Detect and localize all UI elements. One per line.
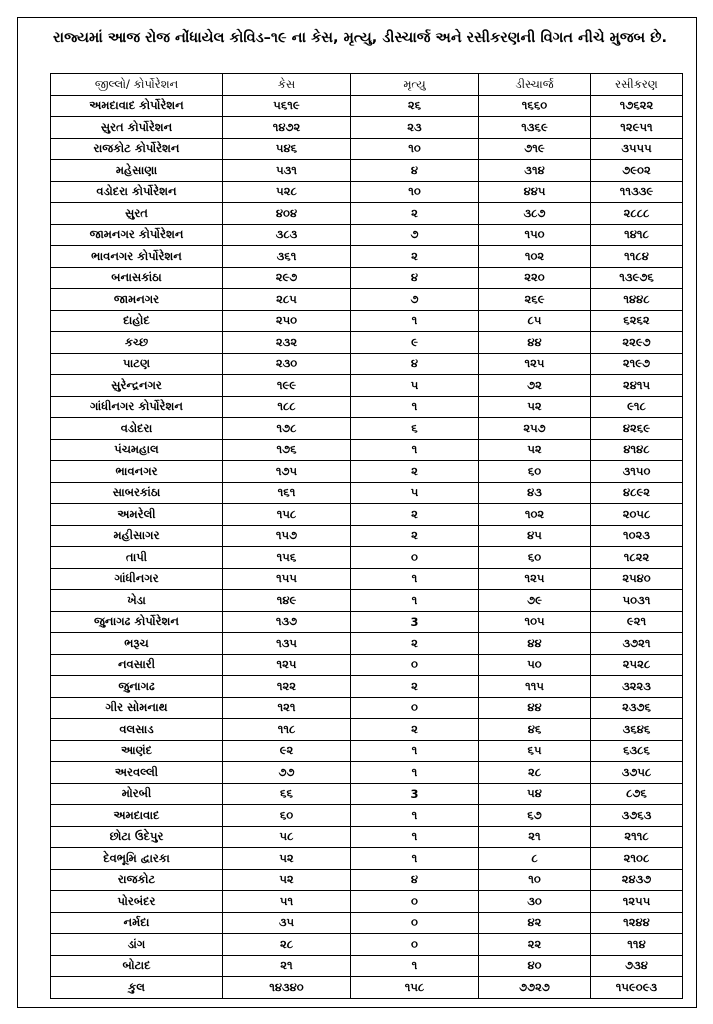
cell-cases: ૧૭૬ xyxy=(223,439,351,461)
cell-discharge: ૫૦ xyxy=(479,654,591,676)
cell-cases: ૨૫૦ xyxy=(223,310,351,332)
table-row xyxy=(51,547,683,569)
cell-deaths: ૧૫૮ xyxy=(351,977,479,999)
cell-discharge: ૬૦ xyxy=(479,547,591,569)
cell-cases: ૩૫ xyxy=(223,912,351,934)
cell-district: જુનાગઢ કોર્પોરેશન xyxy=(51,611,223,633)
cell-district: વડોદરા xyxy=(51,418,223,440)
cell-deaths: ૦ xyxy=(351,654,479,676)
cell-discharge: ૬૦ xyxy=(479,461,591,483)
cell-vaccination: ૪૧૪૮ xyxy=(591,439,683,461)
table-row xyxy=(51,95,683,117)
page-title: રાજ્યમાં આજ રોજ નોંધાયેલ કોવિડ–૧૯ ના કેસ, મૃત્યુ, ડીસ્ચાર્જ અને રસીકરણની વિગત નીચે મુજબ છે. xyxy=(53,30,667,46)
cell-deaths: ૦ xyxy=(351,697,479,719)
table-row xyxy=(51,525,683,547)
cell-discharge: ૭૯ xyxy=(479,590,591,612)
cell-discharge: ૪૩ xyxy=(479,482,591,504)
cell-discharge: ૭૨ xyxy=(479,375,591,397)
cell-district: રાજકોટ કોર્પોરેશન xyxy=(51,138,223,160)
cell-vaccination: ૧૨૫૫ xyxy=(591,891,683,913)
cell-discharge: ૪૫ xyxy=(479,525,591,547)
cell-vaccination: ૫૦૩૧ xyxy=(591,590,683,612)
table-row xyxy=(51,160,683,182)
cell-cases: ૧૭૮ xyxy=(223,418,351,440)
cell-vaccination: ૨૧૯૭ xyxy=(591,353,683,375)
cell-discharge: ૮ xyxy=(479,848,591,870)
cell-vaccination: ૮૭૬ xyxy=(591,783,683,805)
cell-deaths: ૨ xyxy=(351,203,479,225)
table-row xyxy=(51,568,683,590)
cell-discharge: ૫૨ xyxy=(479,396,591,418)
cell-deaths: ૪ xyxy=(351,869,479,891)
cell-cases: ૩૬૧ xyxy=(223,246,351,268)
cell-cases: ૧૩૫ xyxy=(223,633,351,655)
cell-deaths: ૨૩ xyxy=(351,117,479,139)
table-row xyxy=(51,783,683,805)
cell-vaccination: ૨૫૨૮ xyxy=(591,654,683,676)
cell-deaths: ૯ xyxy=(351,332,479,354)
table-row xyxy=(51,138,683,160)
cell-discharge: ૪૦ xyxy=(479,955,591,977)
cell-cases: ૧૫૫ xyxy=(223,568,351,590)
cell-cases: ૧૪૯ xyxy=(223,590,351,612)
cell-district: નર્મદા xyxy=(51,912,223,934)
cell-vaccination: ૧૧૪ xyxy=(591,934,683,956)
cell-discharge: ૧૧૫ xyxy=(479,676,591,698)
cell-district: અમદાવાદ કોર્પોરેશન xyxy=(51,95,223,117)
cell-deaths: ૧ xyxy=(351,396,479,418)
cell-vaccination: ૧૪૧૮ xyxy=(591,224,683,246)
cell-district: જામનગર xyxy=(51,289,223,311)
table-row xyxy=(51,117,683,139)
cell-vaccination: ૨૧૦૮ xyxy=(591,848,683,870)
cell-deaths: ૧ xyxy=(351,439,479,461)
cell-discharge: ૧૩૬૯ xyxy=(479,117,591,139)
cell-district: અમરેલી xyxy=(51,504,223,526)
cell-district: ડાંગ xyxy=(51,934,223,956)
table-row xyxy=(51,611,683,633)
cell-discharge: ૮૫ xyxy=(479,310,591,332)
cell-district: રાજકોટ xyxy=(51,869,223,891)
cell-discharge: ૧૨૫ xyxy=(479,353,591,375)
cell-district: સુરત કોર્પોરેશન xyxy=(51,117,223,139)
table-row xyxy=(51,590,683,612)
cell-cases: ૧૭૫ xyxy=(223,461,351,483)
cell-vaccination: ૨૧૧૮ xyxy=(591,826,683,848)
cell-district: તાપી xyxy=(51,547,223,569)
cell-deaths: 3 xyxy=(351,783,479,805)
cell-cases: ૫૪૬ xyxy=(223,138,351,160)
table-row xyxy=(51,504,683,526)
table-row xyxy=(51,396,683,418)
table-row xyxy=(51,869,683,891)
cell-deaths: ૪ xyxy=(351,160,479,182)
cell-cases: ૨૮૫ xyxy=(223,289,351,311)
cell-cases: ૬૦ xyxy=(223,805,351,827)
cell-cases: ૧૯૯ xyxy=(223,375,351,397)
cell-vaccination: ૬૩૮૬ xyxy=(591,740,683,762)
table-row xyxy=(51,912,683,934)
cell-vaccination: ૭૯૦૨ xyxy=(591,160,683,182)
cell-district: મહેસાણા xyxy=(51,160,223,182)
cell-discharge: ૨૫૭ xyxy=(479,418,591,440)
cell-discharge: ૫૪ xyxy=(479,783,591,805)
cell-deaths: ૭ xyxy=(351,289,479,311)
cell-district: ખેડા xyxy=(51,590,223,612)
cell-cases: ૧૫૭ xyxy=(223,525,351,547)
cell-deaths: ૨ xyxy=(351,676,479,698)
cell-discharge: ૬૭ xyxy=(479,805,591,827)
table-row xyxy=(51,181,683,203)
table-header-row xyxy=(51,74,683,96)
table-row xyxy=(51,224,683,246)
cell-vaccination: ૨૨૯૭ xyxy=(591,332,683,354)
cell-cases: ૨૯૭ xyxy=(223,267,351,289)
header-cases: કેસ xyxy=(223,74,351,96)
cell-deaths: 3 xyxy=(351,611,479,633)
cell-discharge: ૭૭૨૭ xyxy=(479,977,591,999)
cell-cases: ૧૮૮ xyxy=(223,396,351,418)
cell-vaccination: ૧૧૮૪ xyxy=(591,246,683,268)
cell-vaccination: ૩૧૫૦ xyxy=(591,461,683,483)
cell-discharge: ૧૫૦ xyxy=(479,224,591,246)
cell-vaccination: ૨૦૫૮ xyxy=(591,504,683,526)
cell-district: પોરબંદર xyxy=(51,891,223,913)
cell-cases: ૭૭ xyxy=(223,762,351,784)
cell-district: મહીસાગર xyxy=(51,525,223,547)
table-row xyxy=(51,439,683,461)
cell-cases: ૩૮૩ xyxy=(223,224,351,246)
cell-vaccination: ૨૮૮૮ xyxy=(591,203,683,225)
cell-discharge: ૧૦૫ xyxy=(479,611,591,633)
cell-deaths: ૧ xyxy=(351,848,479,870)
table-row xyxy=(51,332,683,354)
cell-vaccination: ૧૮૨૨ xyxy=(591,547,683,569)
cell-district: ભાવનગર xyxy=(51,461,223,483)
header-district: જીલ્લો/ કોર્પોરેશન xyxy=(51,74,223,96)
cell-deaths: ૪ xyxy=(351,267,479,289)
cell-cases: ૫૨ xyxy=(223,869,351,891)
table-row xyxy=(51,418,683,440)
cell-cases: ૧૩૭ xyxy=(223,611,351,633)
cell-cases: ૬૬ xyxy=(223,783,351,805)
cell-deaths: ૨ xyxy=(351,504,479,526)
cell-district: જુનાગઢ xyxy=(51,676,223,698)
cell-deaths: ૨ xyxy=(351,633,479,655)
cell-vaccination: ૯૧૮ xyxy=(591,396,683,418)
cell-cases: ૨૧ xyxy=(223,955,351,977)
cell-deaths: ૧૦ xyxy=(351,138,479,160)
cell-discharge: ૩૮૭ xyxy=(479,203,591,225)
cell-deaths: ૦ xyxy=(351,912,479,934)
cell-deaths: ૪ xyxy=(351,353,479,375)
cell-cases: ૧૪૭૨ xyxy=(223,117,351,139)
cell-vaccination: ૪૨૬૯ xyxy=(591,418,683,440)
cell-deaths: ૧ xyxy=(351,568,479,590)
table-body xyxy=(51,95,683,998)
cell-cases: ૨૩૦ xyxy=(223,353,351,375)
cell-discharge: ૭૧૯ xyxy=(479,138,591,160)
cell-district: અમદાવાદ xyxy=(51,805,223,827)
cell-discharge: ૨૨ xyxy=(479,934,591,956)
cell-cases: ૧૫૬ xyxy=(223,547,351,569)
cell-cases: ૫૧ xyxy=(223,891,351,913)
table-row xyxy=(51,676,683,698)
cell-district: પંચમહાલ xyxy=(51,439,223,461)
total-row xyxy=(51,977,683,999)
cell-vaccination: ૯૨૧ xyxy=(591,611,683,633)
cell-district: મોરબી xyxy=(51,783,223,805)
cell-discharge: ૪૪ xyxy=(479,697,591,719)
cell-district: દાહોદ xyxy=(51,310,223,332)
cell-deaths: ૧ xyxy=(351,762,479,784)
table-row xyxy=(51,826,683,848)
cell-district: વલસાડ xyxy=(51,719,223,741)
table-row xyxy=(51,848,683,870)
cell-district: આણંદ xyxy=(51,740,223,762)
cell-cases: ૫૨ xyxy=(223,848,351,870)
cell-discharge: ૨૧ xyxy=(479,826,591,848)
table-row xyxy=(51,461,683,483)
cell-deaths: ૨ xyxy=(351,719,479,741)
cell-discharge: ૧૦૨ xyxy=(479,246,591,268)
cell-vaccination: ૨૫૪૦ xyxy=(591,568,683,590)
cell-discharge: ૧૨૫ xyxy=(479,568,591,590)
cell-cases: ૧૨૨ xyxy=(223,676,351,698)
cell-deaths: ૧ xyxy=(351,826,479,848)
cell-discharge: ૫૨ xyxy=(479,439,591,461)
cell-vaccination: ૧૦૨૩ xyxy=(591,525,683,547)
cell-deaths: ૫ xyxy=(351,482,479,504)
covid-data-table xyxy=(50,73,683,999)
table-row xyxy=(51,633,683,655)
cell-cases: ૨૩૨ xyxy=(223,332,351,354)
table-row xyxy=(51,353,683,375)
cell-cases: ૨૮ xyxy=(223,934,351,956)
cell-vaccination: ૩૨૨૩ xyxy=(591,676,683,698)
cell-district: કચ્છ xyxy=(51,332,223,354)
table-row xyxy=(51,955,683,977)
cell-discharge: ૪૪ xyxy=(479,332,591,354)
cell-vaccination: ૧૪૪૮ xyxy=(591,289,683,311)
cell-district: અરવલ્લી xyxy=(51,762,223,784)
cell-vaccination: ૩૭૫૮ xyxy=(591,762,683,784)
cell-deaths: ૬ xyxy=(351,418,479,440)
cell-cases: ૪૦૪ xyxy=(223,203,351,225)
cell-vaccination: ૩૭૬૩ xyxy=(591,805,683,827)
cell-discharge: ૪૬ xyxy=(479,719,591,741)
table-row xyxy=(51,934,683,956)
cell-cases: ૫૩૧ xyxy=(223,160,351,182)
cell-vaccination: ૧૫૯૦૯૩ xyxy=(591,977,683,999)
cell-deaths: ૨૬ xyxy=(351,95,479,117)
cell-cases: ૧૨૫ xyxy=(223,654,351,676)
header-vaccination: રસીકરણ xyxy=(591,74,683,96)
cell-vaccination: ૩૬૪૬ xyxy=(591,719,683,741)
cell-district: પાટણ xyxy=(51,353,223,375)
table-row xyxy=(51,697,683,719)
header-discharge: ડીસ્ચાર્જ xyxy=(479,74,591,96)
cell-deaths: ૧ xyxy=(351,805,479,827)
cell-vaccination: ૧૩૯૭૬ xyxy=(591,267,683,289)
cell-discharge: ૩૦ xyxy=(479,891,591,913)
cell-vaccination: ૧૨૪૪ xyxy=(591,912,683,934)
cell-district: સુરેન્દ્રનગર xyxy=(51,375,223,397)
table-row xyxy=(51,891,683,913)
table-row xyxy=(51,762,683,784)
cell-cases: ૫૬૧૯ xyxy=(223,95,351,117)
table-row xyxy=(51,246,683,268)
table-row xyxy=(51,805,683,827)
cell-district: છોટા ઉદેપુર xyxy=(51,826,223,848)
cell-district: વડોદરા કોર્પોરેશન xyxy=(51,181,223,203)
table-row xyxy=(51,482,683,504)
table-row xyxy=(51,267,683,289)
table-row xyxy=(51,719,683,741)
cell-district: કુલ xyxy=(51,977,223,999)
cell-vaccination: ૨૪૧૫ xyxy=(591,375,683,397)
table-row xyxy=(51,375,683,397)
table-row xyxy=(51,289,683,311)
cell-vaccination: ૩૭૨૧ xyxy=(591,633,683,655)
cell-cases: ૧૪૩૪૦ xyxy=(223,977,351,999)
cell-deaths: ૦ xyxy=(351,934,479,956)
cell-vaccination: ૨૪૩૭ xyxy=(591,869,683,891)
cell-district: ભાવનગર કોર્પોરેશન xyxy=(51,246,223,268)
cell-district: નવસારી xyxy=(51,654,223,676)
cell-deaths: ૨ xyxy=(351,525,479,547)
cell-deaths: ૧ xyxy=(351,310,479,332)
cell-cases: ૧૧૮ xyxy=(223,719,351,741)
cell-discharge: ૪૪૫ xyxy=(479,181,591,203)
cell-discharge: ૪૪ xyxy=(479,633,591,655)
cell-deaths: ૧ xyxy=(351,590,479,612)
cell-district: જામનગર કોર્પોરેશન xyxy=(51,224,223,246)
cell-cases: ૫૮ xyxy=(223,826,351,848)
cell-district: સાબરકાંઠા xyxy=(51,482,223,504)
cell-deaths: ૦ xyxy=(351,547,479,569)
table-row xyxy=(51,740,683,762)
cell-deaths: ૧ xyxy=(351,955,479,977)
cell-discharge: ૧૦ xyxy=(479,869,591,891)
cell-cases: ૧૫૮ xyxy=(223,504,351,526)
cell-district: સુરત xyxy=(51,203,223,225)
cell-cases: ૯૨ xyxy=(223,740,351,762)
cell-discharge: ૧૦૨ xyxy=(479,504,591,526)
cell-deaths: ૫ xyxy=(351,375,479,397)
cell-discharge: ૨૮ xyxy=(479,762,591,784)
cell-district: બોટાદ xyxy=(51,955,223,977)
cell-district: ગીર સોમનાથ xyxy=(51,697,223,719)
cell-deaths: ૨ xyxy=(351,461,479,483)
table-row xyxy=(51,203,683,225)
cell-deaths: ૧ xyxy=(351,740,479,762)
cell-district: બનાસકાંઠા xyxy=(51,267,223,289)
cell-discharge: ૧૬૬૦ xyxy=(479,95,591,117)
cell-cases: ૫૨૮ xyxy=(223,181,351,203)
cell-vaccination: ૪૮૯૨ xyxy=(591,482,683,504)
cell-district: ગાંધીનગર કોર્પોરેશન xyxy=(51,396,223,418)
cell-district: દેવભૂમિ દ્વારકા xyxy=(51,848,223,870)
cell-discharge: ૪૨ xyxy=(479,912,591,934)
cell-deaths: ૨ xyxy=(351,246,479,268)
cell-district: ભરૂચ xyxy=(51,633,223,655)
cell-vaccination: ૨૩૭૬ xyxy=(591,697,683,719)
cell-deaths: ૧૦ xyxy=(351,181,479,203)
cell-vaccination: ૧૧૩૩૯ xyxy=(591,181,683,203)
cell-discharge: ૬૫ xyxy=(479,740,591,762)
table-row xyxy=(51,654,683,676)
cell-vaccination: ૬૨૬૨ xyxy=(591,310,683,332)
cell-vaccination: ૧૭૬૨૨ xyxy=(591,95,683,117)
cell-discharge: ૨૨૦ xyxy=(479,267,591,289)
table-row xyxy=(51,310,683,332)
cell-vaccination: ૩૫૫૫ xyxy=(591,138,683,160)
cell-cases: ૧૬૧ xyxy=(223,482,351,504)
cell-discharge: ૩૧૪ xyxy=(479,160,591,182)
cell-vaccination: ૧૨૯૫૧ xyxy=(591,117,683,139)
cell-discharge: ૨૬૯ xyxy=(479,289,591,311)
cell-district: ગાંધીનગર xyxy=(51,568,223,590)
header-deaths: મૃત્યુ xyxy=(351,74,479,96)
cell-cases: ૧૨૧ xyxy=(223,697,351,719)
cell-vaccination: ૭૩૪ xyxy=(591,955,683,977)
cell-deaths: ૭ xyxy=(351,224,479,246)
cell-deaths: ૦ xyxy=(351,891,479,913)
